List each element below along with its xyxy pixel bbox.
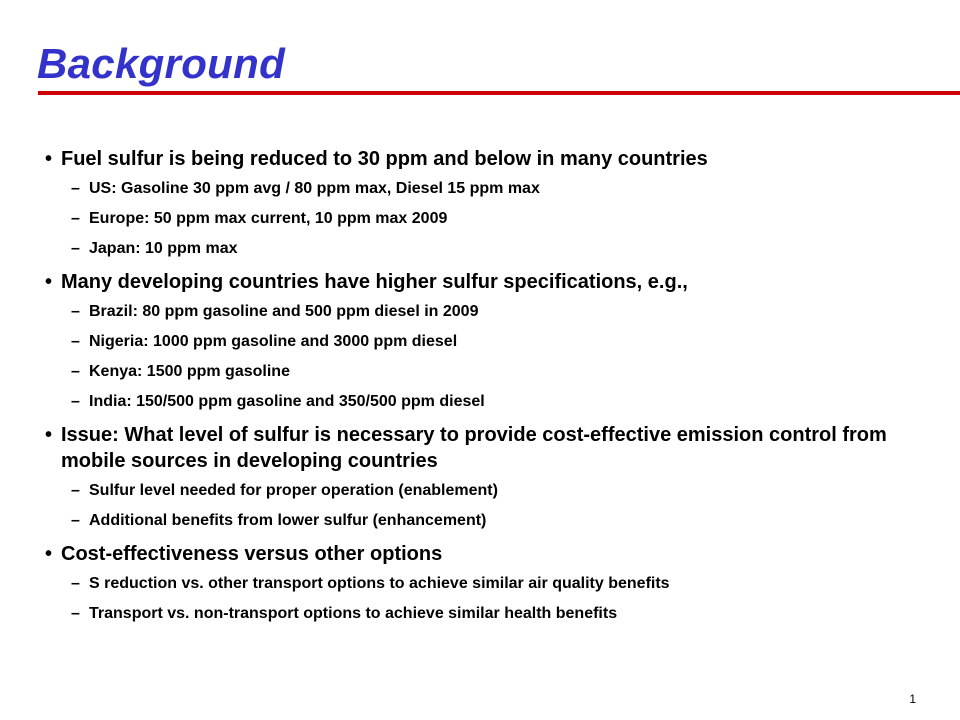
dash-icon: –	[71, 210, 80, 227]
bullet-group-developing-countries	[45, 269, 925, 412]
sub-bullet-text: Sulfur level needed for proper operation (enablement)	[89, 482, 498, 499]
bullet-group-issue	[45, 422, 925, 531]
sub-bullet-item	[45, 332, 925, 352]
dash-icon: –	[71, 363, 80, 380]
bullet-group-sulfur-reduction	[45, 146, 925, 259]
sub-bullet-text: Nigeria: 1000 ppm gasoline and 3000 ppm diesel	[89, 333, 458, 350]
sub-bullet-item	[45, 604, 925, 624]
sub-bullet-list	[45, 302, 925, 412]
dash-icon: –	[71, 180, 80, 197]
dash-icon: –	[71, 605, 80, 622]
sub-bullet-item	[45, 481, 925, 501]
sub-bullet-text: US: Gasoline 30 ppm avg / 80 ppm max, Diesel 15 ppm max	[89, 180, 540, 197]
bullet-list	[45, 146, 925, 634]
sub-bullet-item	[45, 511, 925, 531]
dash-icon: –	[71, 303, 80, 320]
title-divider	[38, 91, 960, 95]
sub-bullet-text: Europe: 50 ppm max current, 10 ppm max 2009	[89, 210, 448, 227]
bullet-text: Many developing countries have higher sulfur specifications, e.g.,	[61, 271, 688, 293]
dash-icon: –	[71, 575, 80, 592]
sub-bullet-item	[45, 239, 925, 259]
dash-icon: –	[71, 512, 80, 529]
bullet-item	[45, 269, 925, 295]
bullet-group-cost-effectiveness	[45, 541, 925, 624]
sub-bullet-text: Brazil: 80 ppm gasoline and 500 ppm diesel in 2009	[89, 303, 479, 320]
bullet-item	[45, 422, 925, 474]
sub-bullet-item	[45, 209, 925, 229]
page-number: 1	[909, 692, 916, 706]
dash-icon: –	[71, 482, 80, 499]
sub-bullet-list	[45, 574, 925, 624]
bullet-text: Fuel sulfur is being reduced to 30 ppm and below in many countries	[61, 148, 708, 170]
sub-bullet-item	[45, 392, 925, 412]
bullet-item	[45, 541, 925, 567]
bullet-icon: •	[45, 424, 53, 446]
sub-bullet-text: Transport vs. non-transport options to achieve similar health benefits	[89, 605, 618, 622]
sub-bullet-text: S reduction vs. other transport options to achieve similar air quality benefits	[89, 575, 670, 592]
sub-bullet-item	[45, 574, 925, 594]
dash-icon: –	[71, 393, 80, 410]
bullet-item	[45, 146, 925, 172]
slide-title: Background	[37, 40, 286, 87]
bullet-icon: •	[45, 271, 53, 293]
bullet-text: Cost-effectiveness versus other options	[61, 543, 443, 565]
dash-icon: –	[71, 333, 80, 350]
sub-bullet-item	[45, 179, 925, 199]
sub-bullet-text: Japan: 10 ppm max	[89, 240, 238, 257]
sub-bullet-list	[45, 179, 925, 259]
sub-bullet-list	[45, 481, 925, 531]
sub-bullet-text: Additional benefits from lower sulfur (enhancement)	[89, 512, 487, 529]
sub-bullet-item	[45, 362, 925, 382]
dash-icon: –	[71, 240, 80, 257]
sub-bullet-text: India: 150/500 ppm gasoline and 350/500 ppm diesel	[89, 393, 485, 410]
bullet-icon: •	[45, 543, 53, 565]
bullet-text: Issue: What level of sulfur is necessary to provide cost-effective emission control from mobile sources in developing countries	[61, 424, 887, 472]
sub-bullet-item	[45, 302, 925, 322]
sub-bullet-text: Kenya: 1500 ppm gasoline	[89, 363, 290, 380]
bullet-icon: •	[45, 148, 53, 170]
